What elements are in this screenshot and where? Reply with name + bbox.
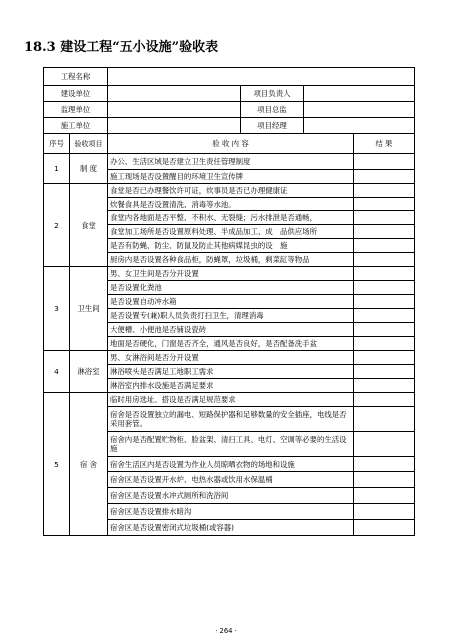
result-cell <box>354 379 415 393</box>
section-name: 食堂 <box>70 184 108 267</box>
value-chief-supervisor <box>304 102 415 118</box>
inspection-item: 是否设置化粪池 <box>108 281 354 295</box>
label-project-manager: 项目经理 <box>241 118 304 134</box>
result-cell <box>354 267 415 281</box>
result-cell <box>354 239 415 253</box>
inspection-item: 淋浴室内排水设施是否满足要求 <box>108 379 354 393</box>
inspection-item: 宿舍区是否设置水冲式厕所和洗浴间 <box>108 488 354 504</box>
table-row <box>44 393 415 407</box>
header-result: 结 果 <box>354 134 415 154</box>
header-content: 验 收 内 容 <box>108 134 354 154</box>
result-cell <box>354 504 415 520</box>
header-item: 验收项目 <box>70 134 108 154</box>
page-title: 18.3 建设工程“五小设施”验收表 <box>24 40 219 55</box>
section-name: 宿 舍 <box>70 393 108 536</box>
result-cell <box>354 488 415 504</box>
inspection-item: 施工现场是否设置醒目的环境卫生宣传牌 <box>108 170 354 184</box>
result-cell <box>354 432 415 457</box>
inspection-item: 炊餐食具是否设置清洗、消毒等水池。 <box>108 198 354 211</box>
result-cell <box>354 365 415 379</box>
value-supervise-unit <box>108 102 241 118</box>
section-name: 制 度 <box>70 154 108 184</box>
page-number: · 264 · <box>215 627 237 635</box>
result-cell <box>354 472 415 488</box>
inspection-item: 是否有防蝇、防尘、防鼠及防止其他病媒昆虫的设 施 <box>108 239 354 253</box>
inspection-item: 宿舍内是否配置贮物柜、脸盆架、清扫工具、电灯、空调等必要的生活设施 <box>108 432 354 457</box>
result-cell <box>354 393 415 407</box>
result-cell <box>354 154 415 170</box>
inspection-item: 临时用房选址、搭设是否满足规范要求 <box>108 393 354 407</box>
section-number: 5 <box>44 393 70 536</box>
inspection-item: 办公、生活区域是否建立卫生责任管理制度 <box>108 154 354 170</box>
label-construct-unit: 施工单位 <box>44 118 108 134</box>
inspection-item: 男、女卫生间是否分开设置 <box>108 267 354 281</box>
inspection-item: 宿舍区是否设置密闭式垃圾桶(或容器) <box>108 520 354 536</box>
result-cell <box>354 407 415 432</box>
result-cell <box>354 351 415 365</box>
result-cell <box>354 198 415 211</box>
section-name: 淋浴室 <box>70 351 108 393</box>
section-number: 4 <box>44 351 70 393</box>
result-cell <box>354 337 415 351</box>
inspection-item: 宿舍区是否设置排水暗沟 <box>108 504 354 520</box>
value-project-manager <box>304 118 415 134</box>
result-cell <box>354 170 415 184</box>
value-project-name <box>108 68 415 86</box>
inspection-item: 食堂是否已办理餐饮许可证，炊事员是否已办理健康证 <box>108 184 354 198</box>
label-chief-supervisor: 项目总监 <box>241 102 304 118</box>
label-project-leader: 项目负责人 <box>241 86 304 102</box>
result-cell <box>354 457 415 472</box>
table-row <box>44 267 415 281</box>
label-build-unit: 建设单位 <box>44 86 108 102</box>
inspection-item: 宿舍区是否设置开水炉、电热水器或饮用水保温桶 <box>108 472 354 488</box>
inspection-item: 厨房内是否设置各种食品柜，防蝇罩，垃圾桶，剩菜缸等物品 <box>108 253 354 267</box>
inspection-item: 食堂加工场所是否设置原料处理、半成品加工、成 品供应场所 <box>108 225 354 239</box>
inspection-item: 是否设置自动冲水箱 <box>108 295 354 309</box>
value-construct-unit <box>108 118 241 134</box>
result-cell <box>354 225 415 239</box>
label-supervise-unit: 监理单位 <box>44 102 108 118</box>
result-cell <box>354 211 415 225</box>
label-project-name: 工程名称 <box>44 68 108 86</box>
inspection-item: 淋浴喷头是否满足工地职工需求 <box>108 365 354 379</box>
section-name: 卫生间 <box>70 267 108 351</box>
table-row <box>44 154 415 170</box>
result-cell <box>354 184 415 198</box>
acceptance-table <box>43 67 415 536</box>
value-project-leader <box>304 86 415 102</box>
result-cell <box>354 253 415 267</box>
value-build-unit <box>108 86 241 102</box>
result-cell <box>354 520 415 536</box>
header-seq: 序号 <box>44 134 70 154</box>
inspection-item: 男、女淋浴间是否分开设置 <box>108 351 354 365</box>
result-cell <box>354 281 415 295</box>
inspection-item: 大便槽、小便池是否铺设瓷砖 <box>108 323 354 337</box>
result-cell <box>354 309 415 323</box>
inspection-item: 宿舍是否设置独立的漏电、短路保护器和足够数量的安全插座，电线是否采用套管。 <box>108 407 354 432</box>
section-number: 3 <box>44 267 70 351</box>
inspection-item: 地面是否硬化，门窗是否齐全，通风是否良好，是否配备洗手盆 <box>108 337 354 351</box>
inspection-item: 是否设置专(兼)职人员负责打扫卫生，清理消毒 <box>108 309 354 323</box>
section-number: 2 <box>44 184 70 267</box>
inspection-item: 食堂内各地面是否平整、不积水、无裂缝；污水排泄是否通畅， <box>108 211 354 225</box>
result-cell <box>354 295 415 309</box>
inspection-item: 宿舍生活区内是否设置为作业人员晾晒衣物的场地和设施 <box>108 457 354 472</box>
result-cell <box>354 323 415 337</box>
table-row <box>44 351 415 365</box>
table-row <box>44 184 415 198</box>
section-number: 1 <box>44 154 70 184</box>
